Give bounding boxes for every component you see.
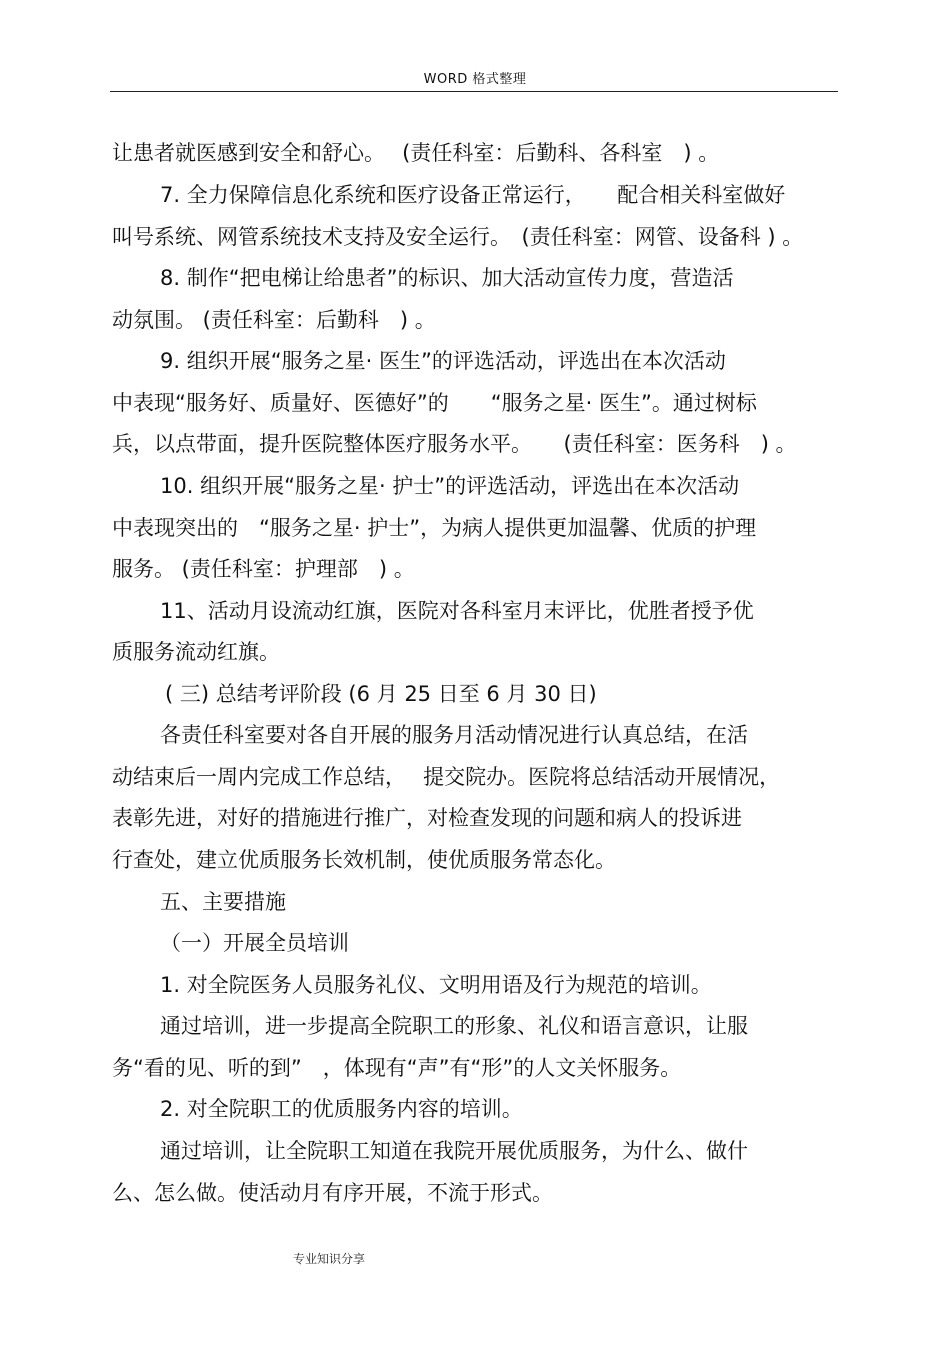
- text-line: 2. 对全院职工的优质服务内容的培训。: [160, 1097, 523, 1121]
- subsection-heading: （一）开展全员培训: [160, 931, 349, 955]
- text-line: 中表现突出的 “服务之星· 护士”，为病人提供更加温馨、优质的护理: [112, 516, 757, 540]
- text-line: 1. 对全院医务人员服务礼仪、文明用语及行为规范的培训。: [160, 973, 712, 997]
- header-title: WORD 格式整理: [423, 72, 527, 87]
- page-header: [0, 68, 950, 87]
- text-line: 通过培训，让全院职工知道在我院开展优质服务，为什么、做什: [160, 1139, 748, 1163]
- text-line: 10. 组织开展“服务之星· 护士”的评选活动，评选出在本次活动: [160, 474, 740, 498]
- text-line: 么、怎么做。使活动月有序开展，不流于形式。: [112, 1181, 553, 1205]
- text-line: 中表现“服务好、质量好、医德好”的 “服务之星· 医生”。通过树标: [112, 391, 757, 415]
- text-line: 8. 制作“把电梯让给患者”的标识、加大活动宣传力度，营造活: [160, 266, 734, 290]
- text-line: 11、活动月设流动红旗，医院对各科室月末评比，优胜者授予优: [160, 599, 754, 623]
- text-line: 各责任科室要对各自开展的服务月活动情况进行认真总结，在活: [160, 723, 748, 747]
- text-line: 质服务流动红旗。: [112, 640, 280, 664]
- text-line: 7. 全力保障信息化系统和医疗设备正常运行， 配合相关科室做好: [160, 183, 786, 207]
- text-line: 动结束后一周内完成工作总结， 提交院办。医院将总结活动开展情况，: [112, 765, 781, 789]
- text-line: 9. 组织开展“服务之星· 医生”的评选活动，评选出在本次活动: [160, 349, 726, 373]
- text-line: 行查处，建立优质服务长效机制，使优质服务常态化。: [112, 848, 616, 872]
- text-line: 兵，以点带面，提升医院整体医疗服务水平。 (责任科室：医务科 ) 。: [112, 432, 797, 456]
- text-line: 动氛围。 (责任科室：后勤科 ) 。: [112, 308, 436, 332]
- text-line: 叫号系统、网管系统技术支持及安全运行。 (责任科室：网管、设备科 ) 。: [112, 225, 804, 249]
- text-line: 服务。 (责任科室：护理部 ) 。: [112, 557, 415, 581]
- text-line: 表彰先进，对好的措施进行推广，对检查发现的问题和病人的投诉进: [112, 806, 742, 830]
- section-heading: ( 三) 总结考评阶段 (6 月 25 日至 6 月 30 日): [165, 682, 597, 706]
- text-line: 通过培训，进一步提高全院职工的形象、礼仪和语言意识，让服: [160, 1014, 748, 1038]
- text-line: 让患者就医感到安全和舒心。 (责任科室：后勤科、各科室 ) 。: [112, 141, 720, 165]
- header-rule: [110, 91, 838, 92]
- section-heading: 五、主要措施: [160, 890, 286, 914]
- page-footer: 专业知识分享: [293, 1252, 366, 1266]
- text-line: 务“看的见、听的到” ，体现有“声”有“形”的人文关怀服务。: [112, 1056, 682, 1080]
